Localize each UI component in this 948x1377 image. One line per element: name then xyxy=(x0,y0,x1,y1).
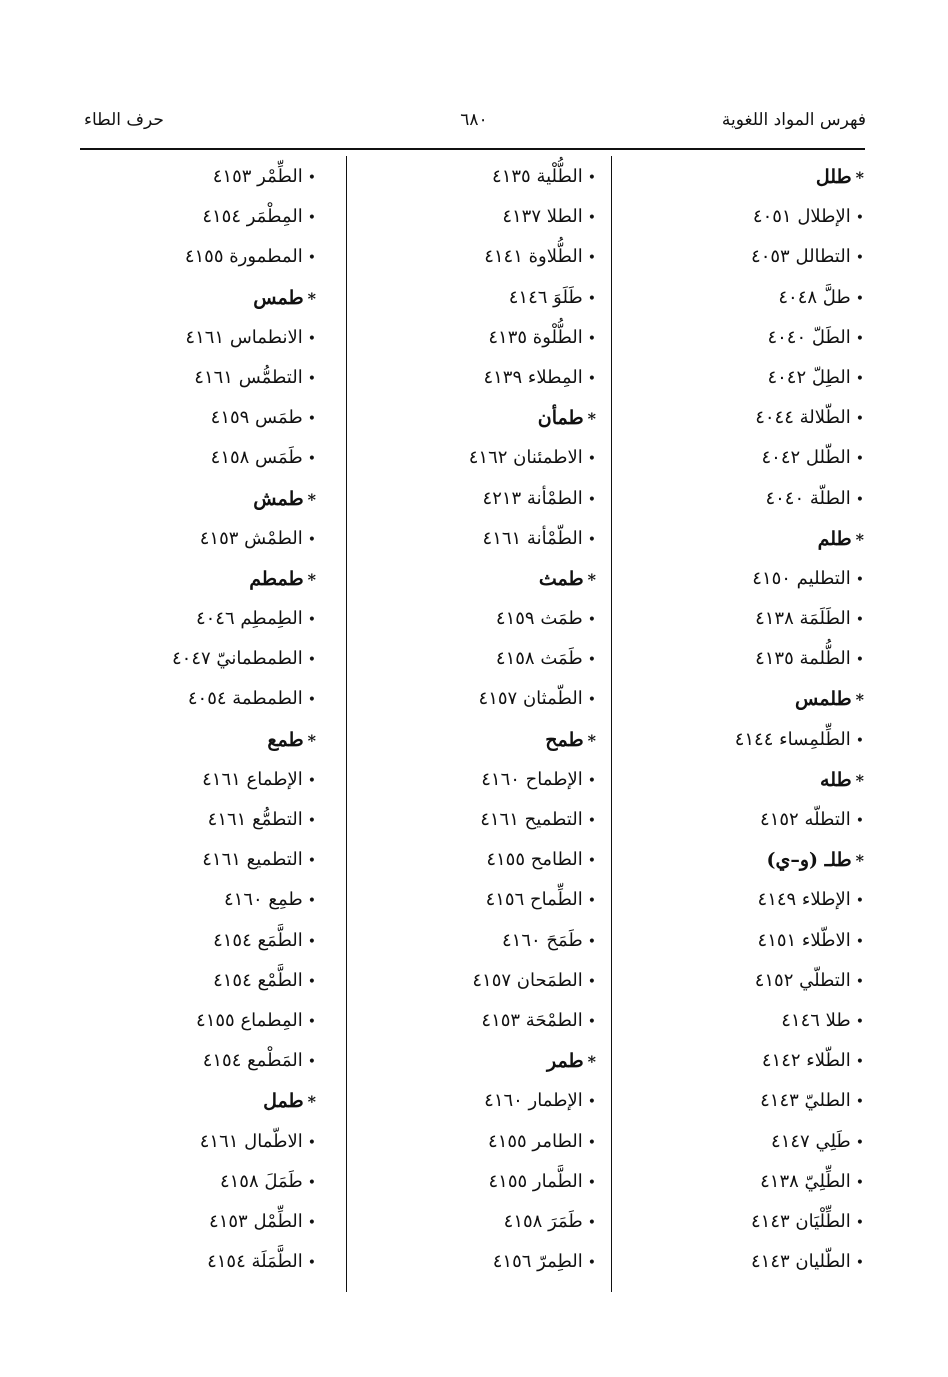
root-heading xyxy=(624,840,864,880)
bullet-icon: • xyxy=(855,612,864,629)
bullet-icon: • xyxy=(855,571,864,588)
root-heading-text: طلم xyxy=(817,527,852,550)
bullet-icon: • xyxy=(307,210,316,227)
entry-text: طمِع ٤١٦٠ xyxy=(224,889,303,911)
root-heading-text: طمطم xyxy=(249,567,304,590)
entry-text: الطُّلاوة ٤١٤١ xyxy=(484,246,583,268)
asterisk-icon: * xyxy=(855,770,864,790)
entry-text: الطَّمار ٤١٥٥ xyxy=(488,1170,583,1192)
index-entry xyxy=(624,800,864,840)
root-heading xyxy=(356,720,596,760)
bullet-icon: • xyxy=(307,813,316,829)
bullet-icon: • xyxy=(307,330,316,347)
index-entry xyxy=(356,157,596,197)
index-entry xyxy=(624,278,864,318)
entry-text: طَمَرَ ٤١٥٨ xyxy=(503,1210,583,1232)
index-entry xyxy=(76,519,316,559)
index-entry xyxy=(76,880,316,920)
section-title: حرف الطاء xyxy=(84,110,164,130)
column-divider-right xyxy=(611,156,612,1292)
entry-text: الطامر ٤١٥٥ xyxy=(488,1130,583,1152)
index-entry xyxy=(356,760,596,800)
bullet-icon: • xyxy=(587,692,596,709)
entry-text: المِطلاء ٤١٣٩ xyxy=(483,366,583,388)
index-entry xyxy=(76,840,316,880)
bullet-icon: • xyxy=(587,772,596,789)
bullet-icon: • xyxy=(307,250,316,267)
bullet-icon: • xyxy=(587,210,596,227)
bullet-icon: • xyxy=(587,893,596,910)
index-entry xyxy=(356,639,596,679)
index-entry xyxy=(76,800,316,840)
bullet-icon: • xyxy=(307,612,316,629)
entry-text: الانطماس ٤١٦١ xyxy=(185,326,303,348)
bullet-icon: • xyxy=(855,813,864,829)
entry-text: التطميح ٤١٦١ xyxy=(480,809,583,830)
root-heading xyxy=(76,278,316,318)
index-entry xyxy=(624,358,864,398)
index-entry xyxy=(624,599,864,639)
index-entry xyxy=(356,197,596,237)
index-entry xyxy=(356,1122,596,1162)
asterisk-icon: * xyxy=(855,168,864,187)
entry-text: الطّليان ٤١٤٣ xyxy=(750,1251,851,1273)
bullet-icon: • xyxy=(587,250,596,267)
entry-text: الإطماح ٤١٦٠ xyxy=(481,768,583,790)
entry-text: التطميع ٤١٦١ xyxy=(202,849,303,871)
index-entry xyxy=(356,1001,596,1041)
entry-text: التطليم ٤١٥٠ xyxy=(752,567,851,589)
index-entry xyxy=(76,1202,316,1242)
index-entry xyxy=(356,599,596,639)
index-entry xyxy=(76,921,316,961)
bullet-icon: • xyxy=(855,411,864,428)
entry-text: الطِّمْل ٤١٥٣ xyxy=(209,1210,303,1232)
index-entry xyxy=(76,760,316,800)
page-header xyxy=(80,104,868,136)
bullet-icon: • xyxy=(307,411,316,428)
asterisk-icon: * xyxy=(855,851,864,871)
bullet-icon: • xyxy=(307,451,316,468)
bullet-icon: • xyxy=(855,1094,864,1111)
asterisk-icon: * xyxy=(307,489,316,509)
page-number: ٦٨٠ xyxy=(460,110,488,130)
root-heading xyxy=(76,479,316,519)
index-entry xyxy=(356,358,596,398)
bullet-icon: • xyxy=(587,290,596,307)
bullet-icon: • xyxy=(307,1255,316,1272)
bullet-icon: • xyxy=(855,973,864,990)
index-entry xyxy=(356,1162,596,1202)
entry-text: التطلّه ٤١٥٢ xyxy=(760,809,851,830)
index-entry xyxy=(624,921,864,961)
root-heading xyxy=(624,519,864,559)
index-column-right xyxy=(624,157,864,1282)
root-heading-text: طمش xyxy=(253,487,304,510)
bullet-icon: • xyxy=(855,933,864,950)
index-entry xyxy=(624,961,864,1001)
bullet-icon: • xyxy=(307,1013,316,1030)
entry-text: طَمَحَ ٤١٦٠ xyxy=(501,929,583,951)
entry-text: الطّلاء ٤١٤٢ xyxy=(761,1050,851,1072)
bullet-icon: • xyxy=(855,1214,864,1231)
root-heading xyxy=(624,679,864,719)
bullet-icon: • xyxy=(307,1214,316,1231)
entry-text: الطامح ٤١٥٥ xyxy=(486,849,583,871)
index-entry xyxy=(76,398,316,438)
index-entry xyxy=(624,1122,864,1162)
entry-text: الطّلالة ٤٠٤٤ xyxy=(755,407,851,429)
bullet-icon: • xyxy=(307,853,316,870)
index-entry xyxy=(624,1001,864,1041)
entry-text: الطلّة ٤٠٤٠ xyxy=(765,487,851,509)
index-entry xyxy=(356,479,596,519)
index-entry xyxy=(356,840,596,880)
bullet-icon: • xyxy=(855,1013,864,1030)
entry-text: الإطلال ٤٠٥١ xyxy=(752,206,851,228)
entry-text: الطِّماح ٤١٥٦ xyxy=(485,889,583,911)
bullet-icon: • xyxy=(855,370,864,387)
entry-text: الطِلّ ٤٠٤٢ xyxy=(767,366,851,388)
bullet-icon: • xyxy=(855,652,864,669)
index-entry xyxy=(76,679,316,719)
entry-text: الطّمثان ٤١٥٧ xyxy=(478,688,583,710)
index-entry xyxy=(624,639,864,679)
index-entry xyxy=(356,438,596,478)
asterisk-icon: * xyxy=(307,569,316,589)
index-entry xyxy=(76,318,316,358)
index-entry xyxy=(356,237,596,277)
bullet-icon: • xyxy=(855,330,864,347)
bullet-icon: • xyxy=(587,531,596,548)
entry-text: الطِّمْر ٤١٥٣ xyxy=(212,166,303,187)
root-heading xyxy=(76,559,316,599)
root-heading-text: طلـ (و–ي) xyxy=(766,849,852,872)
index-entry xyxy=(624,880,864,920)
index-entry xyxy=(624,1202,864,1242)
entry-text: الاطّمال ٤١٦١ xyxy=(199,1130,303,1152)
bullet-icon: • xyxy=(587,1013,596,1030)
entry-text: الطِّلمِساء ٤١٤٤ xyxy=(734,728,851,750)
bullet-icon: • xyxy=(855,1255,864,1272)
asterisk-icon: * xyxy=(855,690,864,710)
root-heading-text: طلمس xyxy=(795,688,852,711)
bullet-icon: • xyxy=(307,370,316,387)
index-entry xyxy=(624,398,864,438)
entry-text: الطمْحَة ٤١٥٣ xyxy=(481,1009,583,1031)
bullet-icon: • xyxy=(587,933,596,950)
asterisk-icon: * xyxy=(587,1052,596,1072)
entry-text: طَمَس ٤١٥٨ xyxy=(210,447,303,469)
entry-text: الطمطمانيّ ٤٠٤٧ xyxy=(172,648,303,670)
entry-text: طَلِي ٤١٤٧ xyxy=(771,1130,851,1152)
bullet-icon: • xyxy=(587,1174,596,1191)
root-heading-text: طمر xyxy=(547,1050,584,1073)
root-heading-text: طله xyxy=(820,768,852,791)
bullet-icon: • xyxy=(587,491,596,508)
index-column-middle xyxy=(356,157,596,1282)
asterisk-icon: * xyxy=(307,730,316,750)
entry-text: المِطْمَر ٤١٥٤ xyxy=(202,206,303,228)
root-heading-text: طمأن xyxy=(537,407,584,430)
index-entry xyxy=(76,639,316,679)
header-rule xyxy=(80,148,865,150)
index-entry xyxy=(76,438,316,478)
column-divider-left xyxy=(346,156,347,1292)
index-entry xyxy=(76,1001,316,1041)
bullet-icon: • xyxy=(587,1094,596,1111)
root-heading xyxy=(624,760,864,800)
bullet-icon: • xyxy=(307,692,316,709)
bullet-icon: • xyxy=(587,652,596,669)
entry-text: الطِمطِم ٤٠٤٦ xyxy=(195,608,303,630)
entry-text: الاطّلاء ٤١٥١ xyxy=(757,929,851,951)
asterisk-icon: * xyxy=(587,409,596,429)
index-entry xyxy=(356,880,596,920)
asterisk-icon: * xyxy=(587,569,596,589)
root-heading xyxy=(356,559,596,599)
asterisk-icon: * xyxy=(855,529,864,549)
root-heading xyxy=(76,1081,316,1121)
bullet-icon: • xyxy=(855,1054,864,1071)
index-entry xyxy=(76,1162,316,1202)
index-entry xyxy=(624,318,864,358)
index-entry xyxy=(76,1242,316,1282)
index-entry xyxy=(76,237,316,277)
bullet-icon: • xyxy=(307,1134,316,1151)
bullet-icon: • xyxy=(587,451,596,468)
bullet-icon: • xyxy=(307,933,316,950)
bullet-icon: • xyxy=(587,1214,596,1231)
entry-text: طلَّ ٤٠٤٨ xyxy=(778,286,851,308)
entry-text: الطلا ٤١٣٧ xyxy=(502,206,583,228)
bullet-icon: • xyxy=(855,451,864,468)
index-entry xyxy=(624,1162,864,1202)
entry-text: الطُّلْوة ٤١٣٥ xyxy=(488,326,583,348)
entry-text: التطمُّس ٤١٦١ xyxy=(194,366,303,388)
bullet-icon: • xyxy=(587,973,596,990)
entry-text: الطَّمَع ٤١٥٤ xyxy=(213,929,303,951)
index-entry xyxy=(624,1041,864,1081)
bullet-icon: • xyxy=(307,652,316,669)
root-heading xyxy=(356,1041,596,1081)
index-entry xyxy=(356,1081,596,1121)
entry-text: الطَلّ ٤٠٤٠ xyxy=(767,326,851,348)
root-heading-text: طلل xyxy=(815,166,852,188)
entry-text: الإطماع ٤١٦١ xyxy=(202,768,303,790)
entry-text: الإطلاء ٤١٤٩ xyxy=(757,889,851,911)
index-entry xyxy=(356,800,596,840)
entry-text: المِطماع ٤١٥٥ xyxy=(196,1009,303,1031)
bullet-icon: • xyxy=(855,893,864,910)
index-entry xyxy=(356,318,596,358)
index-entry xyxy=(356,1242,596,1282)
entry-text: التطالل ٤٠٥٣ xyxy=(751,246,851,268)
index-entry xyxy=(624,720,864,760)
root-heading xyxy=(356,398,596,438)
index-entry xyxy=(76,599,316,639)
index-entry xyxy=(76,197,316,237)
root-heading xyxy=(624,157,864,197)
entry-text: طَلَوَ ٤١٤٦ xyxy=(508,286,583,308)
entry-text: الطِّلْيَان ٤١٤٣ xyxy=(750,1210,851,1232)
index-entry xyxy=(356,961,596,1001)
index-entry xyxy=(624,1242,864,1282)
entry-text: المطمورة ٤١٥٥ xyxy=(184,246,303,268)
index-entry xyxy=(356,921,596,961)
entry-text: الطمطمة ٤٠٥٤ xyxy=(187,688,303,710)
index-entry xyxy=(624,559,864,599)
entry-text: التطلّي ٤١٥٢ xyxy=(754,969,851,991)
entry-text: طمَث ٤١٥٩ xyxy=(495,608,583,630)
entry-text: الطَلَمَة ٤١٣٨ xyxy=(755,608,851,630)
index-entry xyxy=(356,679,596,719)
bullet-icon: • xyxy=(307,893,316,910)
running-title: فهرس المواد اللغوية xyxy=(721,110,866,130)
index-entry xyxy=(624,438,864,478)
entry-text: الطُّلمة ٤١٣٥ xyxy=(755,648,851,670)
entry-text: الإطمار ٤١٦٠ xyxy=(484,1090,583,1112)
index-entry xyxy=(624,479,864,519)
index-entry xyxy=(624,197,864,237)
bullet-icon: • xyxy=(587,330,596,347)
index-entry xyxy=(76,1041,316,1081)
entry-text: طلا ٤١٤٦ xyxy=(781,1009,851,1031)
entry-text: الطِمرّ ٤١٥٦ xyxy=(492,1251,583,1273)
bullet-icon: • xyxy=(587,1134,596,1151)
entry-text: الاطمئنان ٤١٦٢ xyxy=(468,447,583,469)
index-entry xyxy=(76,157,316,197)
bullet-icon: • xyxy=(307,531,316,548)
bullet-icon: • xyxy=(587,813,596,829)
entry-text: الطّمْأنة ٤١٦١ xyxy=(482,527,583,549)
asterisk-icon: * xyxy=(307,1092,316,1112)
bullet-icon: • xyxy=(307,973,316,990)
entry-text: الطليّ ٤١٤٣ xyxy=(760,1090,851,1112)
entry-text: طَمَث ٤١٥٨ xyxy=(495,648,583,670)
root-heading-text: طمح xyxy=(545,728,584,751)
bullet-icon: • xyxy=(587,370,596,387)
bullet-icon: • xyxy=(307,170,316,186)
entry-text: الطَّمْع ٤١٥٤ xyxy=(213,969,303,991)
bullet-icon: • xyxy=(855,290,864,307)
bullet-icon: • xyxy=(855,491,864,508)
index-entry xyxy=(624,237,864,277)
bullet-icon: • xyxy=(587,170,596,186)
index-entry xyxy=(624,1081,864,1121)
bullet-icon: • xyxy=(855,1134,864,1151)
bullet-icon: • xyxy=(587,612,596,629)
entry-text: الطَّمَلَة ٤١٥٤ xyxy=(207,1251,303,1273)
root-heading-text: طمث xyxy=(538,567,584,590)
entry-text: الطُّلْية ٤١٣٥ xyxy=(492,166,583,187)
root-heading-text: طمع xyxy=(267,728,304,751)
bullet-icon: • xyxy=(855,732,864,749)
entry-text: المَطْمع ٤١٥٤ xyxy=(202,1050,303,1072)
index-entry xyxy=(76,961,316,1001)
bullet-icon: • xyxy=(307,772,316,789)
entry-text: الطمْأنة ٤٢١٣ xyxy=(482,487,583,509)
entry-text: الطمْش ٤١٥٣ xyxy=(199,527,303,549)
bullet-icon: • xyxy=(855,1174,864,1191)
bullet-icon: • xyxy=(307,1174,316,1191)
asterisk-icon: * xyxy=(307,288,316,308)
bullet-icon: • xyxy=(587,853,596,870)
index-entry xyxy=(356,519,596,559)
root-heading xyxy=(76,720,316,760)
bullet-icon: • xyxy=(855,250,864,267)
entry-text: الطّلل ٤٠٤٢ xyxy=(761,447,851,469)
entry-text: التطمُّع ٤١٦١ xyxy=(207,809,303,830)
index-entry xyxy=(76,1122,316,1162)
asterisk-icon: * xyxy=(587,730,596,750)
bullet-icon: • xyxy=(855,210,864,227)
index-column-left xyxy=(76,157,316,1282)
entry-text: طمَس ٤١٥٩ xyxy=(210,407,303,429)
index-entry xyxy=(76,358,316,398)
root-heading-text: طمس xyxy=(253,286,304,309)
index-entry xyxy=(356,1202,596,1242)
entry-text: الطِّلِيّ ٤١٣٨ xyxy=(760,1170,851,1192)
root-heading-text: طمل xyxy=(263,1090,304,1113)
index-entry xyxy=(356,278,596,318)
bullet-icon: • xyxy=(307,1054,316,1071)
entry-text: طَمَلَ ٤١٥٨ xyxy=(219,1170,303,1192)
bullet-icon: • xyxy=(587,1255,596,1272)
entry-text: الطمَحان ٤١٥٧ xyxy=(472,969,583,991)
